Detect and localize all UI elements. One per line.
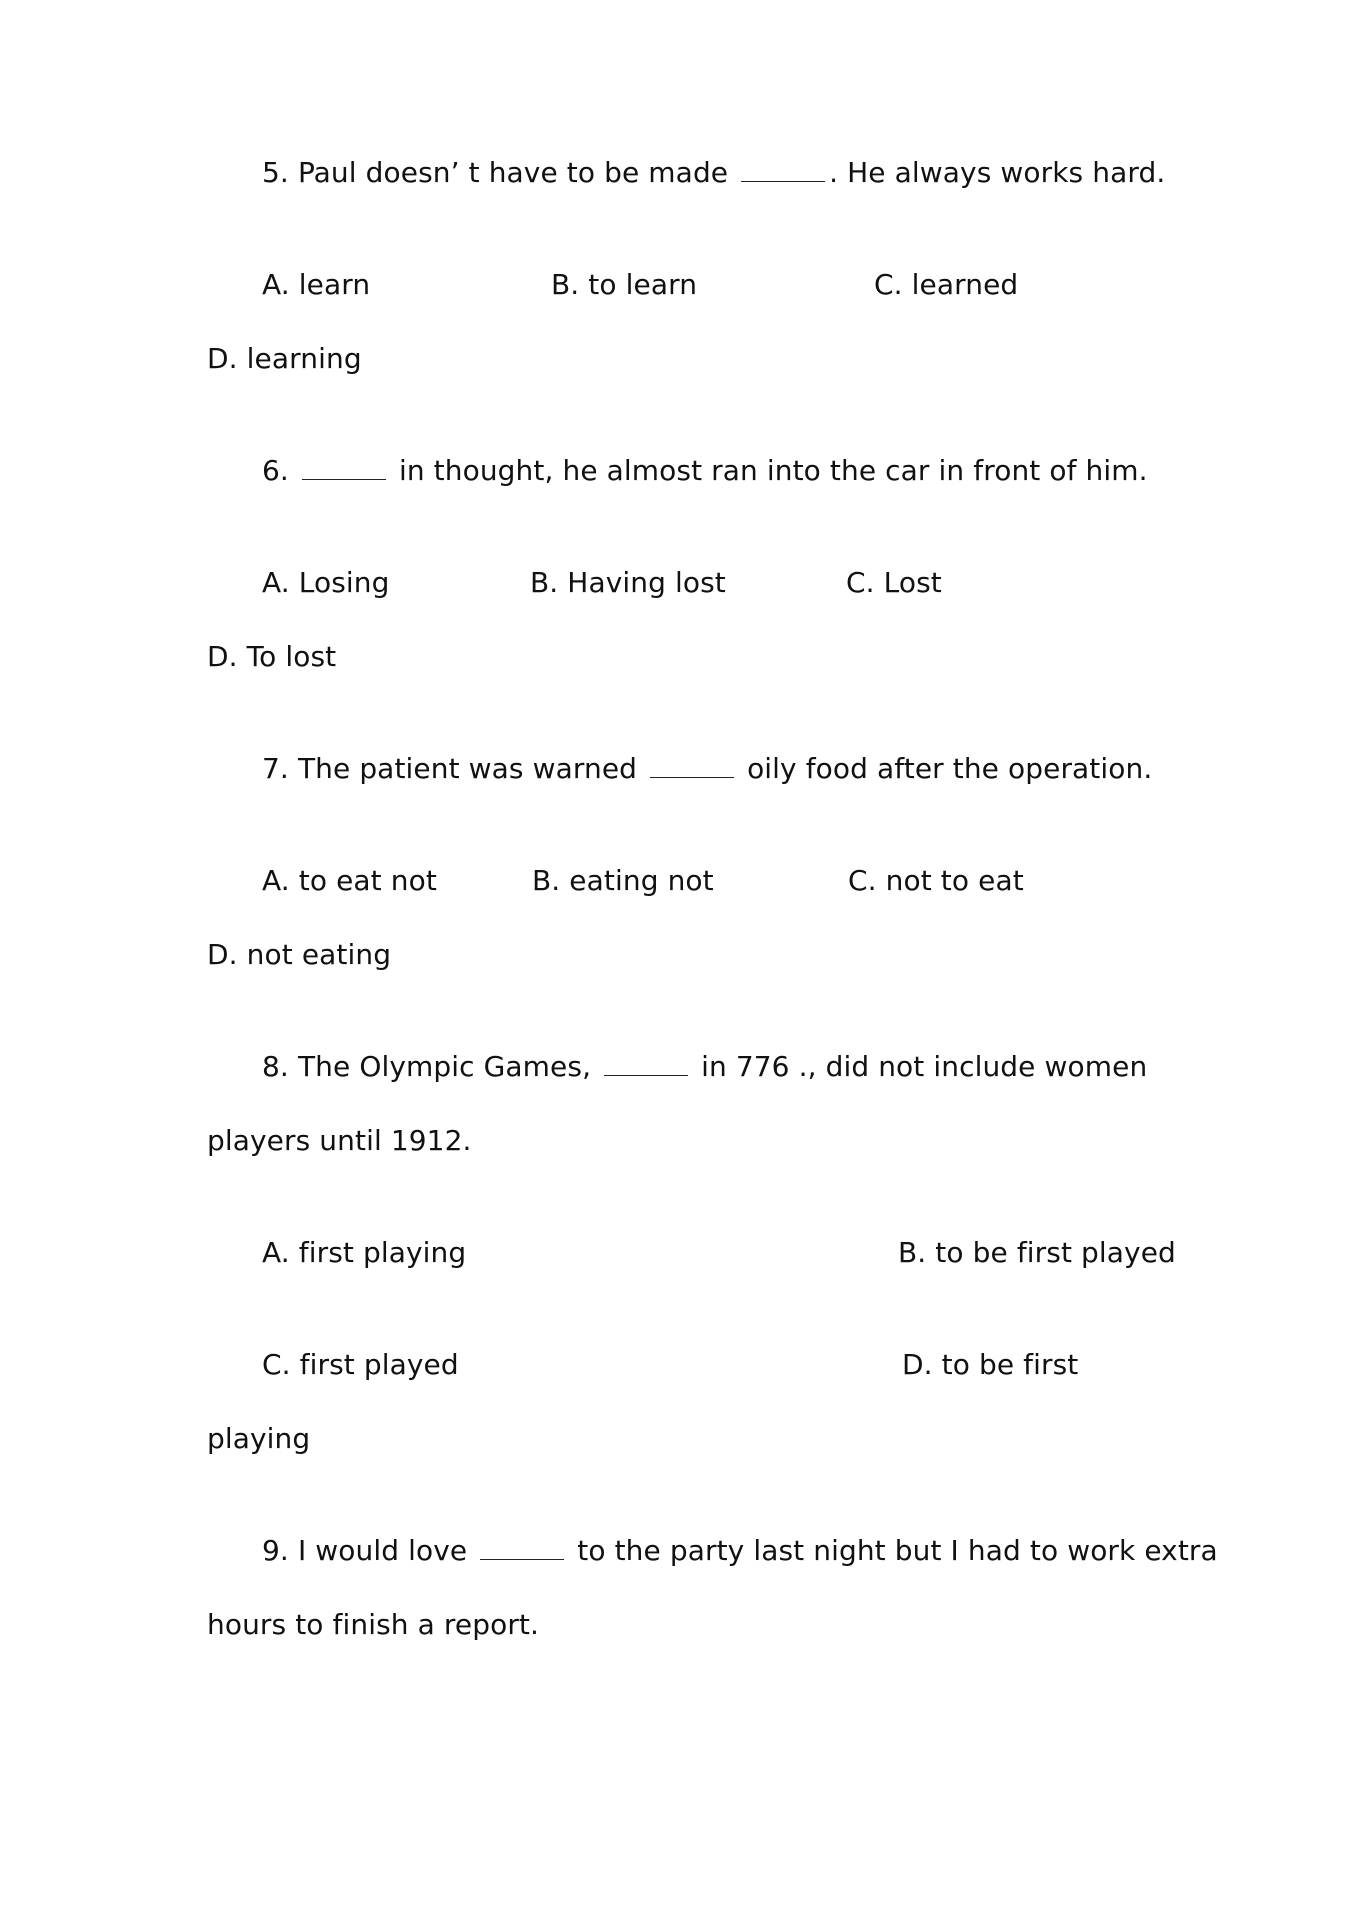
- question-8-stem: [262, 1047, 1147, 1087]
- answer-blank: [604, 1049, 688, 1076]
- option-d: D. learning: [207, 342, 362, 375]
- question-text: . He always works hard.: [829, 156, 1166, 189]
- option-c: C. first played: [262, 1348, 459, 1381]
- option-c: C. Lost: [846, 566, 942, 599]
- answer-blank: [302, 453, 386, 480]
- answer-blank: [480, 1533, 564, 1560]
- option-a: A. Losing: [262, 566, 390, 599]
- question-6-stem: [262, 451, 1148, 491]
- option-a: A. to eat not: [262, 864, 437, 897]
- option-d-continued: playing: [207, 1422, 311, 1455]
- question-text: I would love: [297, 1534, 468, 1567]
- question-text: in thought, he almost ran into the car in front of him.: [398, 454, 1148, 487]
- option-c: C. not to eat: [848, 864, 1024, 897]
- option-d: D. to be first: [902, 1348, 1079, 1381]
- option-b: B. to be first played: [898, 1236, 1176, 1269]
- option-b: B. to learn: [551, 268, 698, 301]
- question-text: Paul doesn’ t have to be made: [297, 156, 729, 189]
- question-text: The Olympic Games,: [297, 1050, 592, 1083]
- question-text: The patient was warned: [297, 752, 638, 785]
- question-7-stem: [262, 749, 1152, 789]
- question-number: 8.: [262, 1050, 289, 1083]
- answer-blank: [741, 155, 825, 182]
- question-number: 6.: [262, 454, 289, 487]
- question-number: 5.: [262, 156, 289, 189]
- question-9-stem-continued: hours to finish a report.: [207, 1608, 540, 1641]
- option-b: B. Having lost: [530, 566, 726, 599]
- option-a: A. learn: [262, 268, 371, 301]
- question-text: to the party last night but I had to work extra: [577, 1534, 1218, 1567]
- option-d: D. not eating: [207, 938, 392, 971]
- question-5-stem: [262, 153, 1165, 193]
- answer-blank: [650, 751, 734, 778]
- question-9-stem: [262, 1531, 1218, 1571]
- question-number: 7.: [262, 752, 289, 785]
- question-8-stem-continued: players until 1912.: [207, 1124, 472, 1157]
- option-d: D. To lost: [207, 640, 337, 673]
- question-number: 9.: [262, 1534, 289, 1567]
- option-b: B. eating not: [532, 864, 714, 897]
- option-a: A. first playing: [262, 1236, 467, 1269]
- question-text: in 776 ., did not include women: [701, 1050, 1148, 1083]
- question-text: oily food after the operation.: [747, 752, 1153, 785]
- option-c: C. learned: [874, 268, 1019, 301]
